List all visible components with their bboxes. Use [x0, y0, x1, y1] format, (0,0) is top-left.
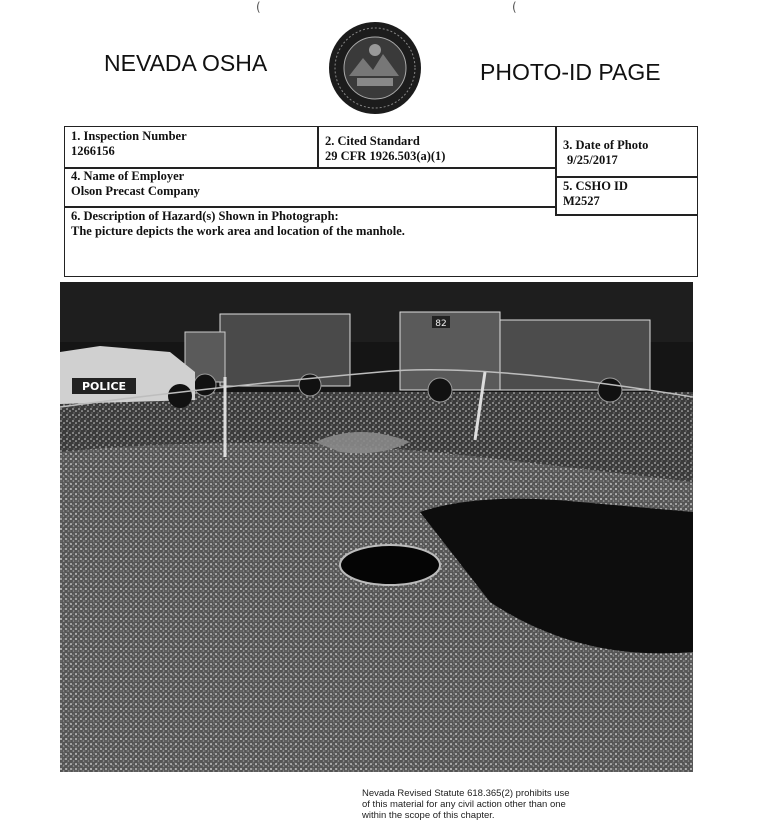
agency-title: NEVADA OSHA: [104, 50, 268, 76]
inspection-number-value: 1266156: [71, 144, 115, 158]
police-decal: POLICE: [81, 380, 127, 393]
employer-label: 4. Name of Employer: [71, 169, 185, 183]
state-seal-icon: [327, 20, 423, 116]
employer-value: Olson Precast Company: [71, 184, 200, 198]
legal-notice: [362, 788, 592, 821]
photo-date-cell: [557, 136, 697, 176]
photo-date-label: 3. Date of Photo: [563, 138, 649, 152]
hazard-photograph: [60, 282, 693, 772]
legal-notice-line: within the scope of this chapter.: [362, 810, 495, 821]
inspection-number-label: 1. Inspection Number: [71, 129, 187, 143]
legal-notice-line: Nevada Revised Statute 618.365(2) prohibits use: [362, 788, 570, 799]
inspection-number-cell: [65, 127, 315, 167]
page-title: PHOTO-ID PAGE: [480, 59, 661, 85]
scan-mark: (: [256, 0, 261, 14]
hazard-description-value: The picture depicts the work area and location of the manhole.: [71, 224, 405, 238]
cited-standard-cell: [319, 132, 555, 167]
legal-notice-line: of this material for any civil action other than one: [362, 799, 566, 810]
truck-number: 82: [435, 319, 447, 329]
csho-id-label: 5. CSHO ID: [563, 179, 628, 193]
cited-standard-label: 2. Cited Standard: [325, 134, 420, 148]
hazard-description-label: 6. Description of Hazard(s) Shown in Photograph:: [71, 209, 339, 223]
hazard-description-cell: [65, 207, 697, 277]
inspection-form-table: [64, 126, 698, 277]
csho-id-value: M2527: [563, 194, 600, 208]
employer-cell: [65, 167, 555, 206]
cited-standard-value: 29 CFR 1926.503(a)(1): [325, 149, 446, 163]
photo-date-value: 9/25/2017: [567, 153, 618, 167]
scan-mark: (: [512, 0, 517, 14]
